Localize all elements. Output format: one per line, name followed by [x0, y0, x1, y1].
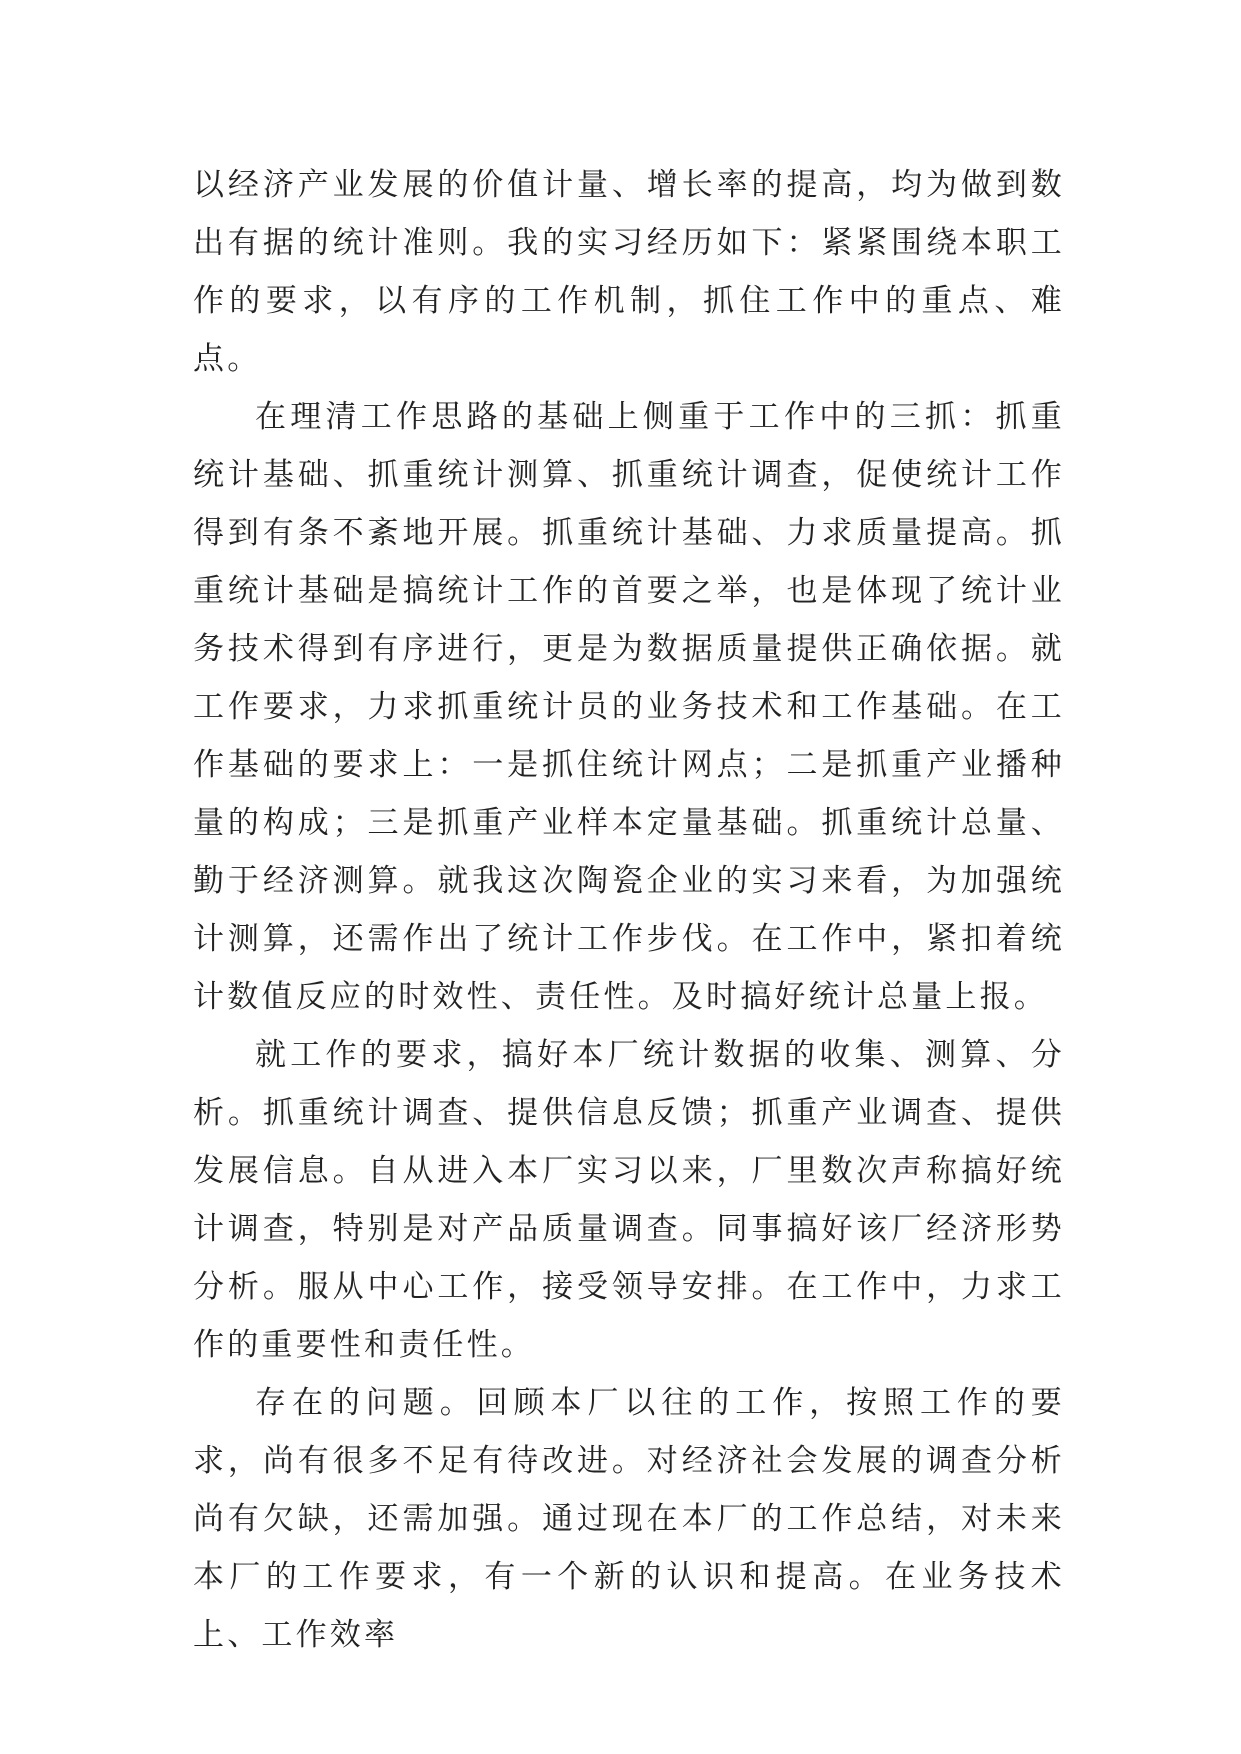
document-body: [193, 156, 1065, 1664]
paragraph-4: 存在的问题。回顾本厂以往的工作，按照工作的要求，尚有很多不足有待改进。对经济社会发展的调查分析尚有欠缺，还需加强。通过现在本厂的工作总结，对未来本厂的工作要求，有一个新的认识和提高。在业务技术上、工作效率: [193, 1385, 1065, 1653]
paragraph-3: 就工作的要求，搞好本厂统计数据的收集、测算、分析。抓重统计调查、提供信息反馈；抓重产业调查、提供发展信息。自从进入本厂实习以来，厂里数次声称搞好统计调查，特别是对产品质量调查。同事搞好该厂经济形势分析。服从中心工作，接受领导安排。在工作中，力求工作的重要性和责任性。: [193, 1037, 1065, 1363]
paragraph-1: 以经济产业发展的价值计量、增长率的提高，均为做到数出有据的统计准则。我的实习经历如下：紧紧围绕本职工作的要求，以有序的工作机制，抓住工作中的重点、难点。: [193, 167, 1065, 377]
paragraph-2: 在理清工作思路的基础上侧重于工作中的三抓：抓重统计基础、抓重统计测算、抓重统计调查，促使统计工作得到有条不紊地开展。抓重统计基础、力求质量提高。抓重统计基础是搞统计工作的首要之举，也是体现了统计业务技术得到有序进行，更是为数据质量提供正确依据。就工作要求，力求抓重统计员的业务技术和工作基础。在工作基础的要求上：一是抓住统计网点；二是抓重产业播种量的构成；三是抓重产业样本定量基础。抓重统计总量、勤于经济测算。就我这次陶瓷企业的实习来看，为加强统计测算，还需作出了统计工作步伐。在工作中，紧扣着统计数值反应的时效性、责任性。及时搞好统计总量上报。: [193, 399, 1065, 1015]
